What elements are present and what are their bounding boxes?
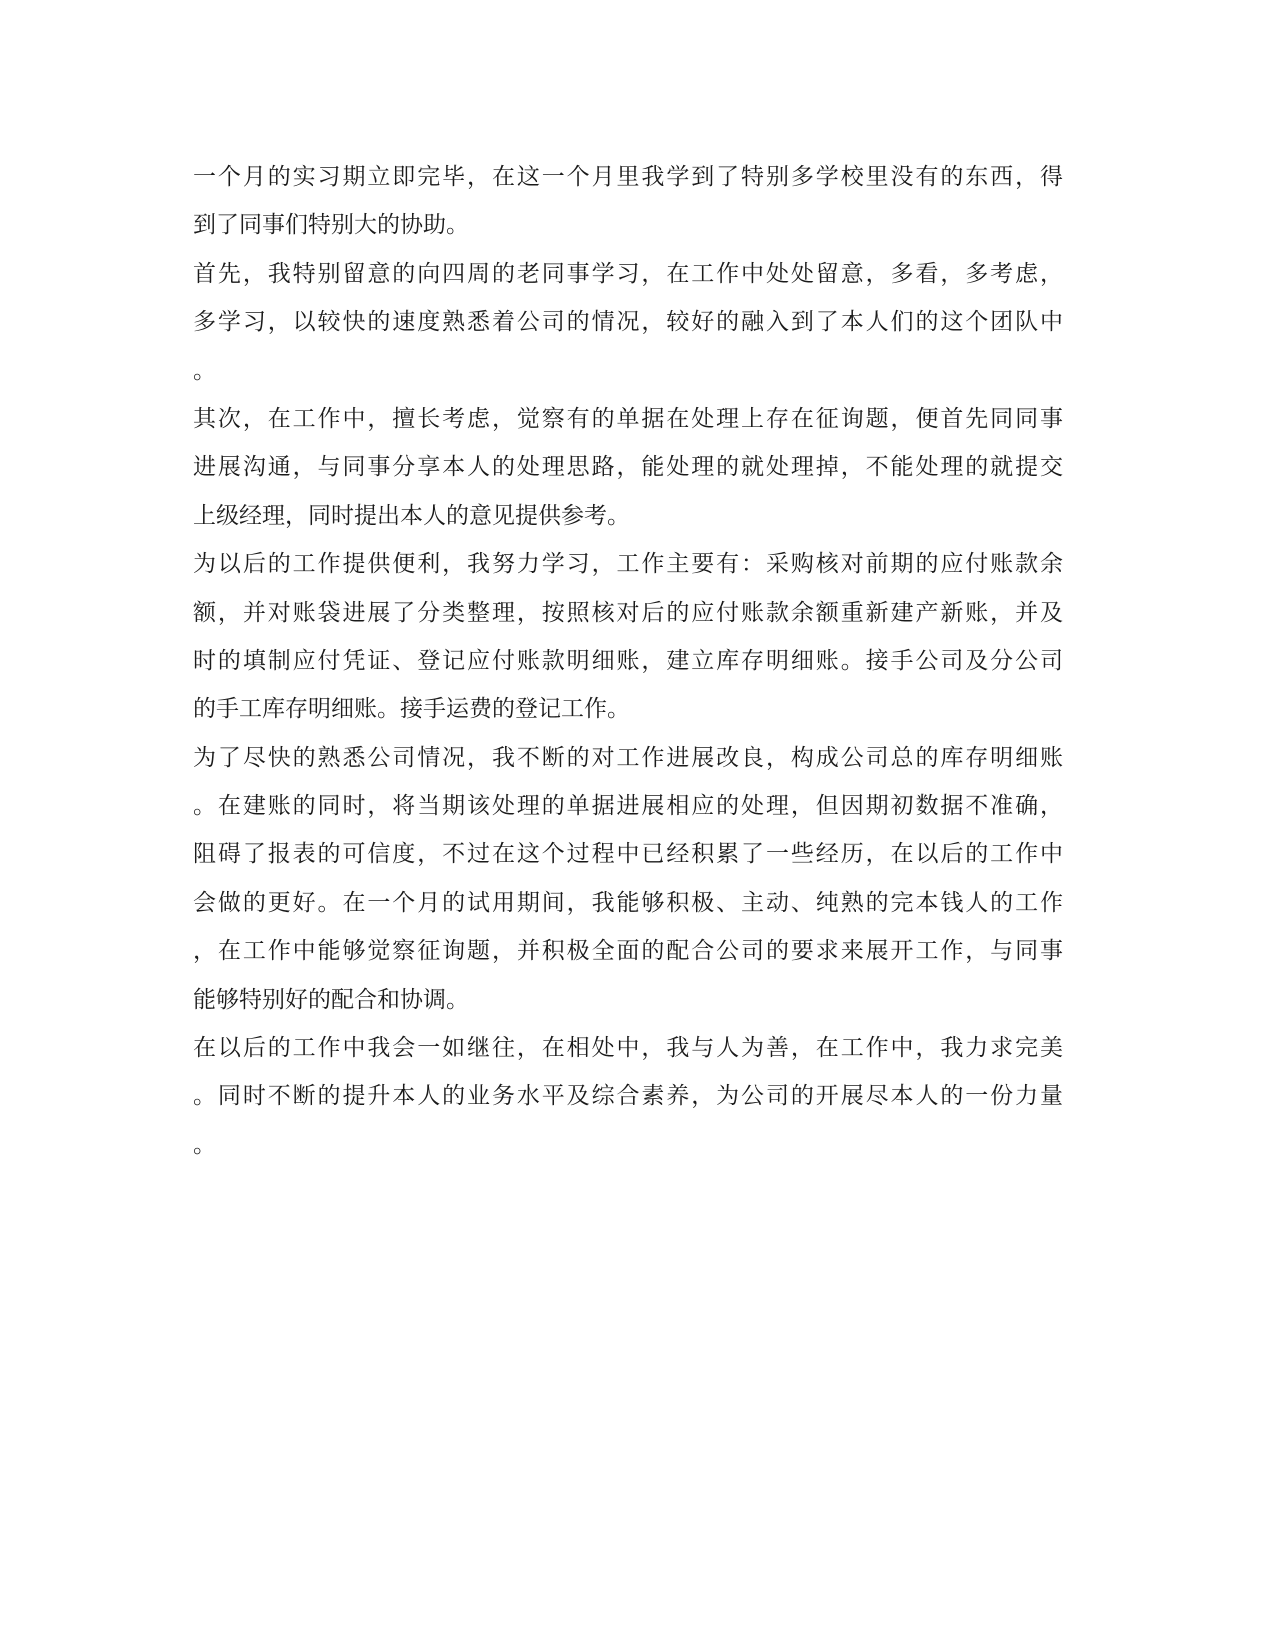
text-line: 会做的更好。在一个月的试用期间，我能够积极、主动、纯熟的完本钱人的工作 xyxy=(193,889,1063,916)
text-line: 。在建账的同时，将当期该处理的单据进展相应的处理，但因期初数据不准确， xyxy=(193,793,1063,820)
text-line: 到了同事们特别大的协助。 xyxy=(193,212,469,239)
text-line: 进展沟通，与同事分享本人的处理思路，能处理的就处理掉，不能处理的就提交 xyxy=(193,454,1063,481)
paragraph xyxy=(193,395,1063,540)
paragraph xyxy=(193,540,1063,734)
text-line: 的手工库存明细账。接手运费的登记工作。 xyxy=(193,696,630,723)
text-line: ，在工作中能够觉察征询题，并积极全面的配合公司的要求来展开工作，与同事 xyxy=(193,938,1063,965)
paragraph xyxy=(193,734,1063,1024)
text-line: 上级经理，同时提出本人的意见提供参考。 xyxy=(193,502,630,529)
text-line: 一个月的实习期立即完毕，在这一个月里我学到了特别多学校里没有的东西，得 xyxy=(193,164,1063,190)
text-line: 首先，我特别留意的向四周的老同事学习，在工作中处处留意，多看，多考虑， xyxy=(193,260,1063,287)
document-body xyxy=(193,153,1063,1169)
paragraph xyxy=(193,153,1063,250)
text-line: 。 xyxy=(193,357,216,384)
text-line: 额，并对账袋进展了分类整理，按照核对后的应付账款余额重新建产新账，并及 xyxy=(193,599,1063,626)
text-line: 多学习，以较快的速度熟悉着公司的情况，较好的融入到了本人们的这个团队中 xyxy=(193,309,1063,336)
text-line: 。 xyxy=(193,1131,216,1158)
paragraph xyxy=(193,1024,1063,1169)
text-line: 为了尽快的熟悉公司情况，我不断的对工作进展改良，构成公司总的库存明细账 xyxy=(193,744,1063,771)
text-line: 阻碍了报表的可信度，不过在这个过程中已经积累了一些经历，在以后的工作中 xyxy=(193,841,1063,868)
text-line: 。同时不断的提升本人的业务水平及综合素养，为公司的开展尽本人的一份力量 xyxy=(193,1083,1063,1110)
text-line: 在以后的工作中我会一如继往，在相处中，我与人为善，在工作中，我力求完美 xyxy=(193,1035,1063,1062)
text-line: 能够特别好的配合和协调。 xyxy=(193,986,469,1013)
text-line: 其次，在工作中，擅长考虑，觉察有的单据在处理上存在征询题，便首先同同事 xyxy=(193,405,1063,432)
text-line: 为以后的工作提供便利，我努力学习，工作主要有：采购核对前期的应付账款余 xyxy=(193,551,1063,578)
paragraph xyxy=(193,250,1063,395)
text-line: 时的填制应付凭证、登记应付账款明细账，建立库存明细账。接手公司及分公司 xyxy=(193,647,1063,674)
